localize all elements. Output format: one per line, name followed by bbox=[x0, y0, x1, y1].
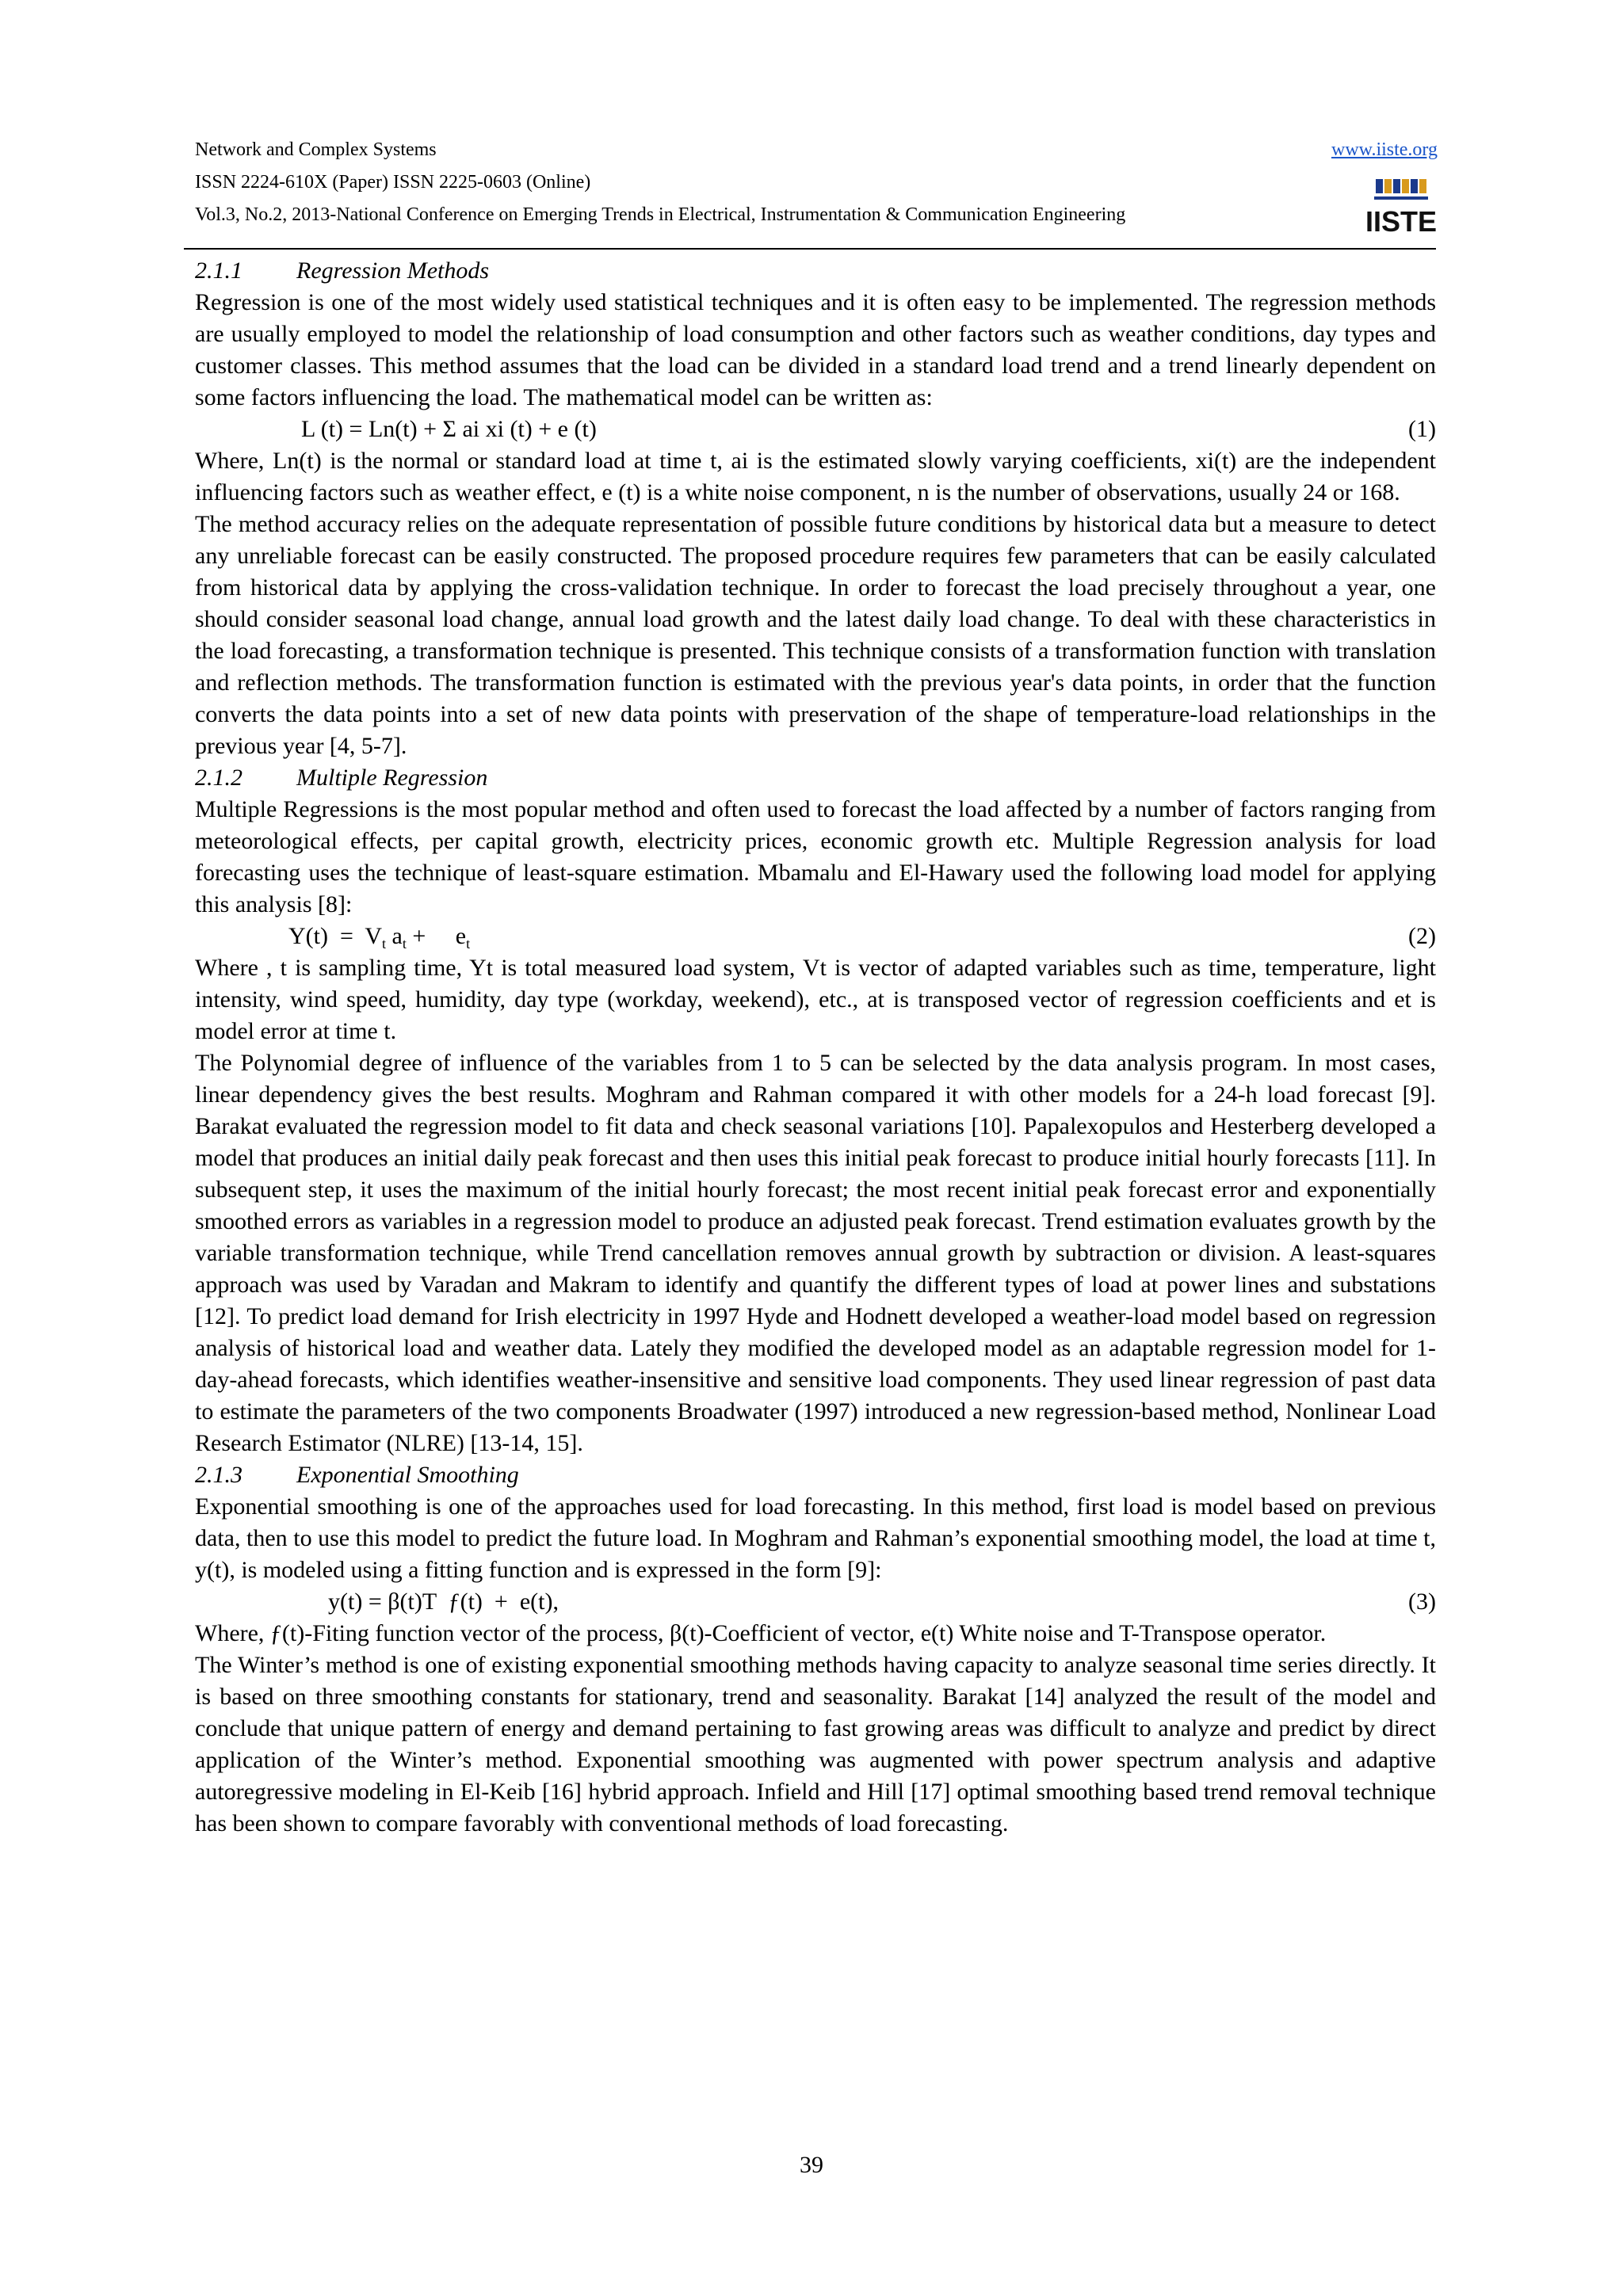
volume-line: Vol.3, No.2, 2013-National Conference on Emerging Trends in Electrical, Instrumentation & Communication Engineering bbox=[195, 204, 1126, 225]
equation-number: (3) bbox=[1408, 1589, 1436, 1615]
section-2-1-2-heading bbox=[195, 762, 1436, 794]
paragraph: The Polynomial degree of influence of the variables from 1 to 5 can be selected by the data analysis program. In most cases, linear dependency gives the best results. Moghram and Rahman compared it with other models for a 24-h load forecast [9]. Barakat evaluated the regression model to fit data and check seasonal variations [10]. Papalexopulos and Hesterberg developed a model that produces an initial daily peak forecast and then uses this initial peak forecast to produce initial hourly forecasts [11]. In subsequent step, it uses the maximum of the initial hourly forecast; the most recent initial peak forecast error and exponentially smoothed errors as variables in a regression model to produce an adjusted peak forecast. Trend estimation evaluates growth by the variable transformation technique, while Trend cancellation removes annual growth by subtraction or division. A least-squares approach was used by Varadan and Makram to identify and quantify the different types of load at power lines and substations [12]. To predict load demand for Irish electricity in 1997 Hyde and Hodnett developed a weather-load model based on regression analysis of historical load and weather data. Lately they modified the developed model as an adaptable regression model for 1-day-ahead forecasts, which identifies weather-insensitive and sensitive load components. They used linear regression of past data to estimate the parameters of the two components Broadwater (1997) introduced a new regression-based method, Nonlinear Load Research Estimator (NLRE) [13-14, 15]. bbox=[195, 1050, 1436, 1456]
paragraph: Regression is one of the most widely used statistical techniques and it is often easy to be implemented. The regression methods are usually employed to model the relationship of load consumption and other factors such as weather conditions, day types and customer classes. This method assumes that the load can be divided in a standard load trend and a trend linearly dependent on some factors influencing the load. The mathematical model can be written as: bbox=[195, 289, 1436, 410]
paragraph: Where, Ln(t) is the normal or standard load at time t, ai is the estimated slowly varying coefficients, xi(t) are the independent influencing factors such as weather effect, e (t) is a white noise component, n is the number of observations, usually 24 or 168. bbox=[195, 448, 1436, 505]
section-title: Multiple Regression bbox=[296, 765, 488, 791]
iiste-logo-icon bbox=[1365, 176, 1438, 238]
issn-line: ISSN 2224-610X (Paper) ISSN 2225-0603 (Online) bbox=[195, 172, 591, 193]
journal-name: Network and Complex Systems bbox=[195, 139, 437, 160]
paragraph: Exponential smoothing is one of the approaches used for load forecasting. In this method, first load is model based on previous data, then to use this model to predict the future load. In Moghram and Rahman’s exponential smoothing model, the load at time t, y(t), is modeled using a fitting function and is expressed in the form [9]: bbox=[195, 1493, 1436, 1583]
section-number: 2.1.1 bbox=[195, 257, 242, 284]
equation-number: (1) bbox=[1408, 416, 1436, 442]
section-title: Exponential Smoothing bbox=[296, 1462, 519, 1488]
equation-expression: y(t) = β(t)T ƒ(t) + e(t), bbox=[328, 1589, 559, 1615]
equation-3 bbox=[195, 1586, 1436, 1618]
paragraph: Where, ƒ(t)-Fiting function vector of the process, β(t)-Coefficient of vector, e(t) White noise and T-Transpose operator. bbox=[195, 1620, 1327, 1646]
section-title: Regression Methods bbox=[296, 257, 490, 284]
section-number: 2.1.3 bbox=[195, 1462, 242, 1488]
paragraph: The method accuracy relies on the adequate representation of possible future conditions by historical data but a measure to detect any unreliable forecast can be easily constructed. The proposed procedure requires few parameters that can be easily calculated from historical data by applying the cross-validation technique. In order to forecast the load precisely throughout a year, one should consider seasonal load change, annual load growth and the latest daily load change. To deal with these characteristics in the load forecasting, a transformation technique is presented. This technique consists of a transformation function with translation and reflection methods. The transformation function is estimated with the previous year's data points, in order that the function converts the data points into a set of new data points with preservation of the shape of temperature-load relationships in the previous year [4, 5-7]. bbox=[195, 511, 1436, 759]
paragraph: Where , t is sampling time, Yt is total measured load system, Vt is vector of adapted variables such as time, temperature, light intensity, wind speed, humidity, day type (workday, weekend), etc., at is transposed vector of regression coefficients and et is model error at time t. bbox=[195, 955, 1436, 1044]
page-number: 39 bbox=[800, 2152, 823, 2178]
section-number: 2.1.2 bbox=[195, 765, 242, 791]
equation-1 bbox=[195, 414, 1436, 445]
logo-lettering: IISTE bbox=[1365, 205, 1438, 238]
section-2-1-1-heading bbox=[195, 255, 1436, 287]
equation-expression: $Y(t) = V_t$ $a_t$ + $e_t$ bbox=[288, 923, 471, 952]
section-2-1-3-heading bbox=[195, 1459, 1436, 1491]
paragraph: The Winter’s method is one of existing exponential smoothing methods having capacity to analyze seasonal time series directly. It is based on three smoothing constants for stationary, trend and seasonality. Barakat [14] analyzed the result of the model and conclude that unique pattern of energy and demand pertaining to fast growing areas was difficult to analyze and predict by direct application of the Winter’s method. Exponential smoothing was augmented with power spectrum analysis and adaptive autoregressive modeling in El-Keib [16] hybrid approach. Infield and Hill [17] optimal smoothing based trend removal technique has been shown to compare favorably with conventional methods of load forecasting. bbox=[195, 1652, 1436, 1836]
equation-2 bbox=[195, 921, 1436, 952]
paragraph: Multiple Regressions is the most popular method and often used to forecast the load affected by a number of factors ranging from meteorological effects, per capital growth, electricity prices, economic growth etc. Multiple Regression analysis for load forecasting uses the technique of least-square estimation. Mbamalu and El-Hawary used the following load model for applying this analysis [8]: bbox=[195, 796, 1436, 917]
page-body bbox=[195, 255, 1436, 1840]
equation-number: (2) bbox=[1408, 923, 1436, 949]
equation-expression: L (t) = Ln(t) + Σ ai xi (t) + e (t) bbox=[301, 416, 597, 442]
journal-url-link[interactable]: www.iiste.org bbox=[1331, 139, 1438, 160]
header-divider bbox=[184, 248, 1436, 250]
